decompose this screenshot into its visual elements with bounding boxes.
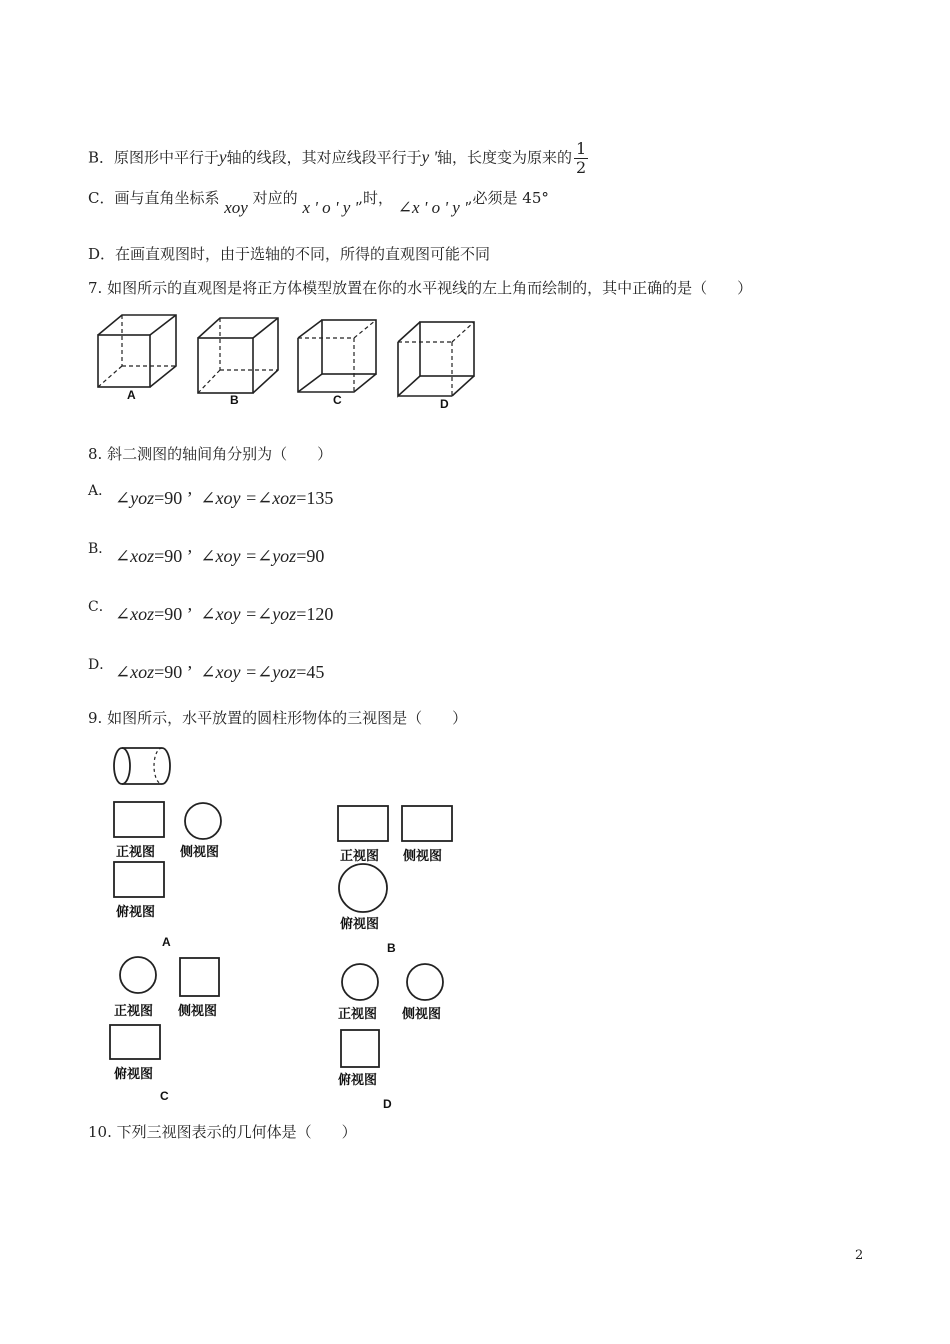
cube-label-a: A [127,388,136,402]
cube-label-c: C [333,393,342,407]
caption-side-b: 侧视图 [403,849,443,864]
label-b: B [387,941,396,955]
axis-y-prime: y ' [421,147,438,167]
label-c: C [160,1089,169,1103]
option-a-front-rect [114,802,164,837]
caption-front-a: 正视图 [116,845,156,860]
caption-top-a: 俯视图 [116,905,156,920]
option-d-top-rect [341,1030,379,1067]
option-b-side-rect [402,806,452,841]
angle-xoy-prime: ∠x ' o ' y ' [397,198,468,217]
coord-xoy: xoy [224,198,248,217]
cube-label-b: B [230,393,239,407]
cube-c [298,320,376,392]
q6-option-b: B．原图形中平行于y轴的线段，其对应线段平行于y '轴，长度变为原来的 $\frac{1}{2}$ [88,139,587,177]
option-b-front-rect [338,806,388,841]
q10-stem: 10. 下列三视图表示的几何体是（ ） [88,1123,357,1141]
option-b-top-circle [339,864,387,912]
option-c-front-circle [120,957,156,993]
q7-cube-figures [90,310,500,410]
cube-a [98,315,176,387]
label-a: A [162,935,171,949]
label-d: D [383,1097,392,1111]
caption-top-b: 俯视图 [340,917,380,932]
caption-front-d: 正视图 [338,1007,378,1022]
q6-option-d: D．在画直观图时，由于选轴的不同，所得的直观图可能不同 [88,245,491,263]
fraction-one-half: $\frac{1}{2}$ [576,139,587,177]
caption-top-c: 俯视图 [114,1067,154,1082]
caption-front-b: 正视图 [340,849,380,864]
caption-side-a: 侧视图 [180,845,220,860]
page-number: 2 [855,1248,864,1263]
q8-stem: 8. 斜二测图的轴间角分别为（ ） [88,445,333,463]
caption-top-d: 俯视图 [338,1073,378,1088]
option-c-side-rect [180,958,219,996]
option-d-front-circle [342,964,378,1000]
option-c-top-rect [110,1025,160,1059]
option-d-side-circle [407,964,443,1000]
q9-stem: 9. 如图所示，水平放置的圆柱形物体的三视图是（ ） [88,709,468,727]
caption-front-c: 正视图 [114,1004,154,1019]
axis-y: y [219,147,227,167]
q9-three-view-figures [100,740,480,1112]
option-a-side-circle [185,803,221,839]
cube-label-d: D [440,397,449,410]
caption-side-d: 侧视图 [402,1007,442,1022]
coord-xoy-prime: x ' o ' y ' [302,198,359,217]
q7-stem: 7. 如图所示的直观图是将正方体模型放置在你的水平视线的左上角而绘制的，其中正确的是（ ） [88,279,753,297]
q6-option-c: C．画与直角坐标系 xoy 对应的 x ' o ' y ',时， ∠x ' o ' y ',必须是 45° [88,189,549,217]
cube-b [198,318,278,393]
cylinder-figure [114,748,170,784]
option-a-top-rect [114,862,164,897]
caption-side-c: 侧视图 [178,1004,218,1019]
cube-d [398,322,474,396]
